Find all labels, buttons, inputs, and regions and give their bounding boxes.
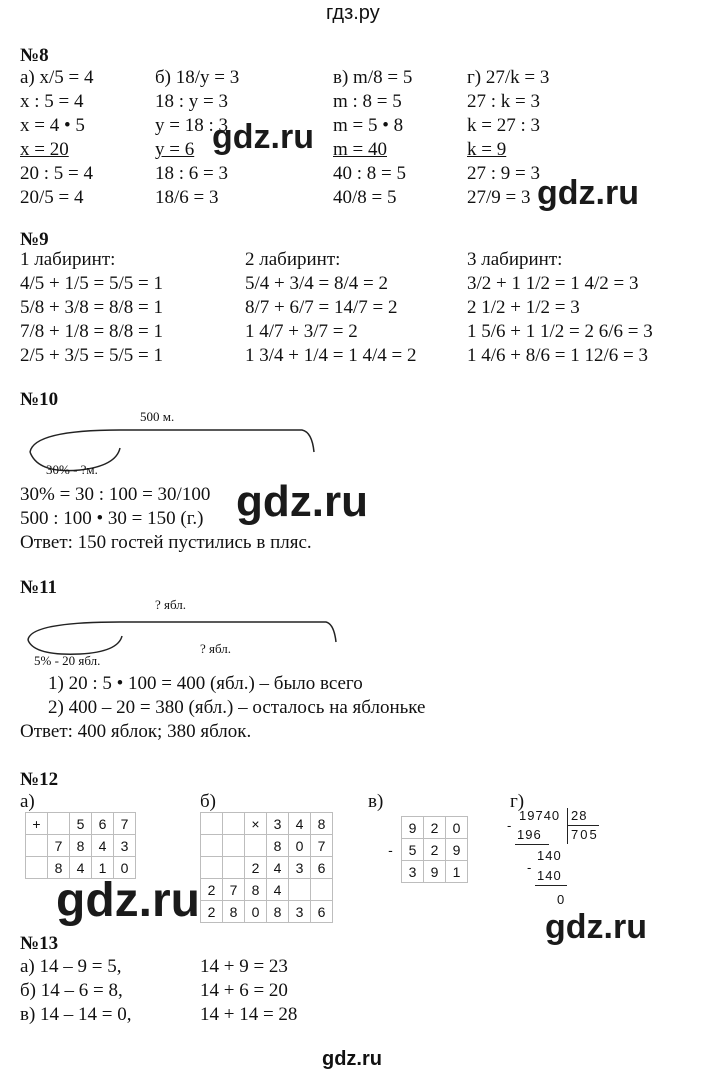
cell: 8 [311,813,333,835]
footer-site-title: gdz.ru [322,1048,382,1070]
cell: 9 [446,839,468,861]
cell: 2 [424,817,446,839]
line: x : 5 = 4 [20,91,84,112]
line: 4/5 + 1/5 = 5/5 = 1 [20,273,163,294]
cell: 3 [289,901,311,923]
cell: 7 [223,879,245,901]
line: 7/8 + 1/8 = 8/8 = 1 [20,321,163,342]
cell: 4 [92,835,114,857]
dividend: 19740 [519,808,561,823]
rule-1 [515,844,549,845]
cell: 1 [446,861,468,883]
cell: 3 [402,861,424,883]
cell: 1 [92,857,114,879]
cell: 6 [311,901,333,923]
task-11-answer: Ответ: 400 яблок; 380 яблок. [20,721,252,742]
line: 27 : 9 = 3 [467,163,540,184]
task-11-top-label: ? ябл. [155,597,187,612]
task-11-title: №11 [20,577,58,598]
empty-cell [245,835,267,857]
empty-cell [201,835,223,857]
line: 1 лабиринт: [20,249,116,270]
line: y = 6 [155,139,195,160]
line: 14 + 14 = 28 [200,1004,298,1025]
minus-sign: - [507,818,512,833]
cell: 5 [70,813,92,835]
task-9-col-3 [467,248,653,368]
empty-cell [289,879,311,901]
total-arc [28,622,336,642]
cell: 0 [245,901,267,923]
empty-cell [380,861,402,883]
line: 5/8 + 3/8 = 8/8 = 1 [20,297,163,318]
task-8-col-a [20,66,94,210]
task-12-label-a: а) [20,791,35,812]
cell: 0 [446,817,468,839]
rule-2 [535,885,567,886]
line: 2 лабиринт: [245,249,341,270]
remainder-2: 0 [557,892,565,907]
watermark: gdz.ru [537,174,639,212]
task-11-mid-label: ? ябл. [200,641,232,656]
line: б) 18/y = 3 [155,67,240,88]
cell: 8 [245,879,267,901]
task-8-col-v [333,66,412,210]
line: в) 14 – 14 = 0, [20,1004,132,1025]
empty-cell [201,813,223,835]
task-13-right [200,955,297,1027]
watermark: gdz.ru [56,874,200,927]
task-8-title: №8 [20,45,49,66]
cell: 8 [267,901,289,923]
line: 1 4/6 + 8/6 = 1 12/6 = 3 [467,345,648,366]
line: 3 лабиринт: [467,249,563,270]
line: 18 : y = 3 [155,91,228,112]
task-9-col-1 [20,248,163,368]
line: 1 5/6 + 1 1/2 = 2 6/6 = 3 [467,321,653,342]
line: m = 40 [333,139,387,160]
cell: 8 [267,835,289,857]
line: 18/6 = 3 [155,187,219,208]
cell: 3 [267,813,289,835]
empty-cell [26,857,48,879]
empty-cell [223,835,245,857]
line: 40 : 8 = 5 [333,163,406,184]
task-11-bottom-label: 5% - 20 ябл. [34,653,101,668]
cell: 7 [114,813,136,835]
cell: 2 [424,839,446,861]
line: 5/4 + 3/4 = 8/4 = 2 [245,273,388,294]
line: 27/9 = 3 [467,187,531,208]
cell: 7 [48,835,70,857]
task-10-top-label: 500 м. [140,409,175,424]
cell: 4 [267,857,289,879]
part-arc [28,636,122,654]
empty-cell [380,817,402,839]
task-12-label-b: б) [200,791,216,812]
line: 1 4/7 + 3/7 = 2 [245,321,358,342]
line: m : 8 = 5 [333,91,402,112]
line: 18 : 6 = 3 [155,163,228,184]
line: б) 14 – 6 = 8, [20,980,123,1001]
line: 40/8 = 5 [333,187,397,208]
line: 20/5 = 4 [20,187,84,208]
watermark: gdz.ru [212,118,314,156]
empty-cell [201,857,223,879]
cell: 2 [245,857,267,879]
line: 27 : k = 3 [467,91,540,112]
empty-cell [223,857,245,879]
line: 500 : 100 • 30 = 150 (г.) [20,508,204,529]
task-9-title: №9 [20,229,49,250]
empty-cell [223,813,245,835]
subtrahend-2: 140 [537,868,562,883]
line: а) 14 – 9 = 5, [20,956,122,977]
cell: 6 [92,813,114,835]
cell: 9 [424,861,446,883]
cell: 2 [201,901,223,923]
line: 3/2 + 1 1/2 = 1 4/2 = 3 [467,273,639,294]
watermark: gdz.ru [545,908,647,946]
line: x = 4 • 5 [20,115,85,136]
line: 2/5 + 3/5 = 5/5 = 1 [20,345,163,366]
line: в) m/8 = 5 [333,67,413,88]
cell: 6 [311,857,333,879]
watermark: gdz.ru [236,477,368,526]
header-site-title: гдз.ру [326,2,380,24]
line: y = 18 : 3 [155,115,228,136]
cell: 3 [114,835,136,857]
subtraction-grid [380,816,468,883]
cell: 0 [289,835,311,857]
task-13-title: №13 [20,933,59,954]
line: г) 27/k = 3 [467,67,550,88]
line: k = 9 [467,139,507,160]
line: 14 + 9 = 23 [200,956,288,977]
line: 1 3/4 + 1/4 = 1 4/4 = 2 [245,345,417,366]
task-11-step-2: 2) 400 – 20 = 380 (ябл.) – осталось на яблоньке [48,697,426,718]
cell: 8 [48,857,70,879]
operator: + [26,813,48,835]
cell: 5 [402,839,424,861]
line: 8/7 + 6/7 = 14/7 = 2 [245,297,398,318]
cell: 4 [289,813,311,835]
line: Ответ: 150 гостей пустились в пляс. [20,532,312,553]
divisor: 28 [571,808,588,823]
line: m = 5 • 8 [333,115,404,136]
division-bar [567,808,568,844]
minus-sign: - [527,860,532,875]
task-10-title: №10 [20,389,59,410]
task-12-label-g: г) [510,791,525,812]
line: а) x/5 = 4 [20,67,94,88]
cell: 0 [114,857,136,879]
line: k = 27 : 3 [467,115,540,136]
cell: 4 [70,857,92,879]
task-12-title: №12 [20,769,59,790]
task-9-col-2 [245,248,416,368]
line: 14 + 6 = 20 [200,980,288,1001]
line: x = 20 [20,139,69,160]
empty-cell [311,879,333,901]
task-12-label-v: в) [368,791,384,812]
line: 20 : 5 = 4 [20,163,93,184]
empty-cell [26,835,48,857]
task-13-left [20,955,132,1027]
multiplication-grid [200,812,333,923]
quotient: 705 [571,827,599,842]
cell [48,813,70,835]
subtrahend-1: 196 [517,827,542,842]
total-arc [30,430,314,452]
divisor-line [567,825,599,826]
cell: 8 [223,901,245,923]
cell: 3 [289,857,311,879]
cell: 4 [267,879,289,901]
cell: 2 [201,879,223,901]
operator: - [388,841,393,858]
remainder-1: 140 [537,848,562,863]
line: 2 1/2 + 1/2 = 3 [467,297,580,318]
line: 30% = 30 : 100 = 30/100 [20,484,211,505]
addition-grid [25,812,136,879]
operator: × [245,813,267,835]
task-11-step-1: 1) 20 : 5 • 100 = 400 (ябл.) – было всего [48,673,363,694]
cell: 9 [402,817,424,839]
task-10-bottom-label: 30% - ?м. [46,462,98,477]
cell: 8 [70,835,92,857]
cell: 7 [311,835,333,857]
